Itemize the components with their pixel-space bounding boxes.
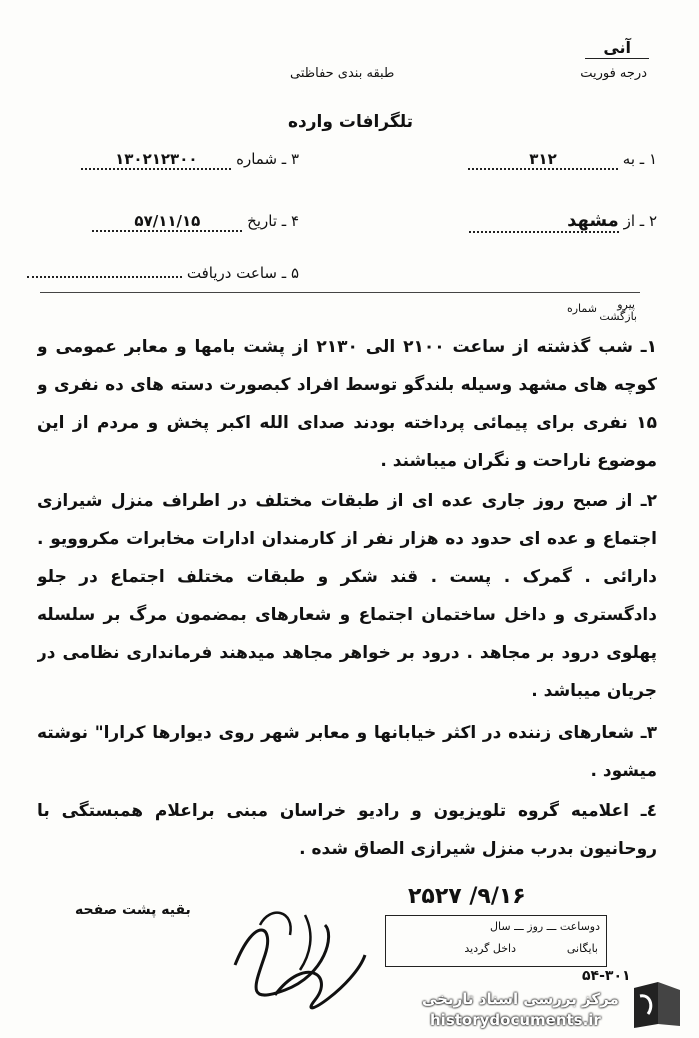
page-title: تلگرافات وارده <box>288 112 414 132</box>
stamp-row-2: بایگانی <box>566 942 598 955</box>
classification-label: طبقه بندی حفاظتی <box>290 66 395 81</box>
from-value: مشهد <box>469 210 619 233</box>
stamp-row-1: دوساعت ـــ روز ـــ سال <box>490 920 600 933</box>
body-text <box>37 328 657 868</box>
handwritten-stamp-number: ۲۵۲۷ /۹/۱۶ <box>408 884 526 909</box>
paragraph-3: ۳ـ شعارهای زننده در اکثر خیابانها و معابر شهر روی دیوارها کرارا" نوشته میشود . <box>37 723 657 781</box>
paragraph-2: ۲ـ از صبح روز جاری عده ای از طبقات مختلف در اطراف منزل شیرازی اجتماع و عده ای حدود ده هزار نفر از کارمندان ادارات مخابرات مکروویو . دارائی . گمرک . پست . قند شکر و طبقات مختلف اجتماع در جلو دادگستری و داخل ساختمان اجتماع و شعارهای بمضمون مرگ بر سلسله پهلوی درود بر مجاهد . درود بر خواهر مجاهد میدهند فرمانداری نظامی در جریان میباشد . <box>37 491 657 701</box>
urgency-value: آنی <box>585 38 649 59</box>
received-time-value <box>27 262 182 278</box>
followup-label: پیرو <box>617 298 635 311</box>
urgency-label: درجه فوریت <box>580 66 647 81</box>
date-label: ۴ ـ تاریخ <box>247 212 299 230</box>
number-value: ۱۳۰۲۱۲۳۰۰ <box>81 150 231 170</box>
number-field <box>81 150 299 170</box>
to-field <box>468 150 657 170</box>
paragraph-4: ٤ـ اعلامیه گروه تلویزیون و رادیو خراسان مبنی براعلام همبستگی با روحانیون بدرب منزل شیرازی الصاق شده . <box>37 801 657 859</box>
date-field <box>92 212 299 232</box>
paragraph-1: ۱ـ شب گذشته از ساعت ۲۱۰۰ الی ۲۱۳۰ از پشت بامها و معابر عمومی و کوچه های مشهد وسیله بلندگو توسط افراد کبصورت دسته های ده نفری و ۱۵ نفری برای پیمائی پرداخته بودند صدای الله اکبر پخش و مردم از این موضوع ناراحت و نگران میباشند . <box>37 337 657 471</box>
to-label: ۱ ـ به <box>622 150 657 168</box>
return-label: بازگشت <box>599 310 637 323</box>
stamp-row-3: داخل گردید <box>464 942 516 955</box>
number-label: ۳ ـ شماره <box>236 150 299 168</box>
to-value: ۳۱۲ <box>468 150 618 170</box>
from-label: ۲ ـ از <box>623 212 657 230</box>
return-number-label: شماره <box>566 302 597 315</box>
from-field <box>469 210 657 233</box>
date-value: ۵۷/۱۱/۱۵ <box>92 212 242 232</box>
archive-logo-icon <box>628 980 686 1030</box>
watermark-name: مرکز بررسی اسناد تاریخی <box>422 990 619 1008</box>
received-time-label: ۵ ـ ساعت دریافت <box>186 264 299 282</box>
watermark-site: historydocuments.ir <box>430 1011 601 1029</box>
registry-stamp <box>385 915 607 967</box>
continued-note: بقیه پشت صفحه <box>75 902 191 918</box>
bottom-code: ۵۴-۳۰۱ <box>582 968 631 984</box>
header-divider <box>40 292 640 293</box>
received-time-field <box>27 262 299 282</box>
handwritten-signature <box>215 895 385 1015</box>
